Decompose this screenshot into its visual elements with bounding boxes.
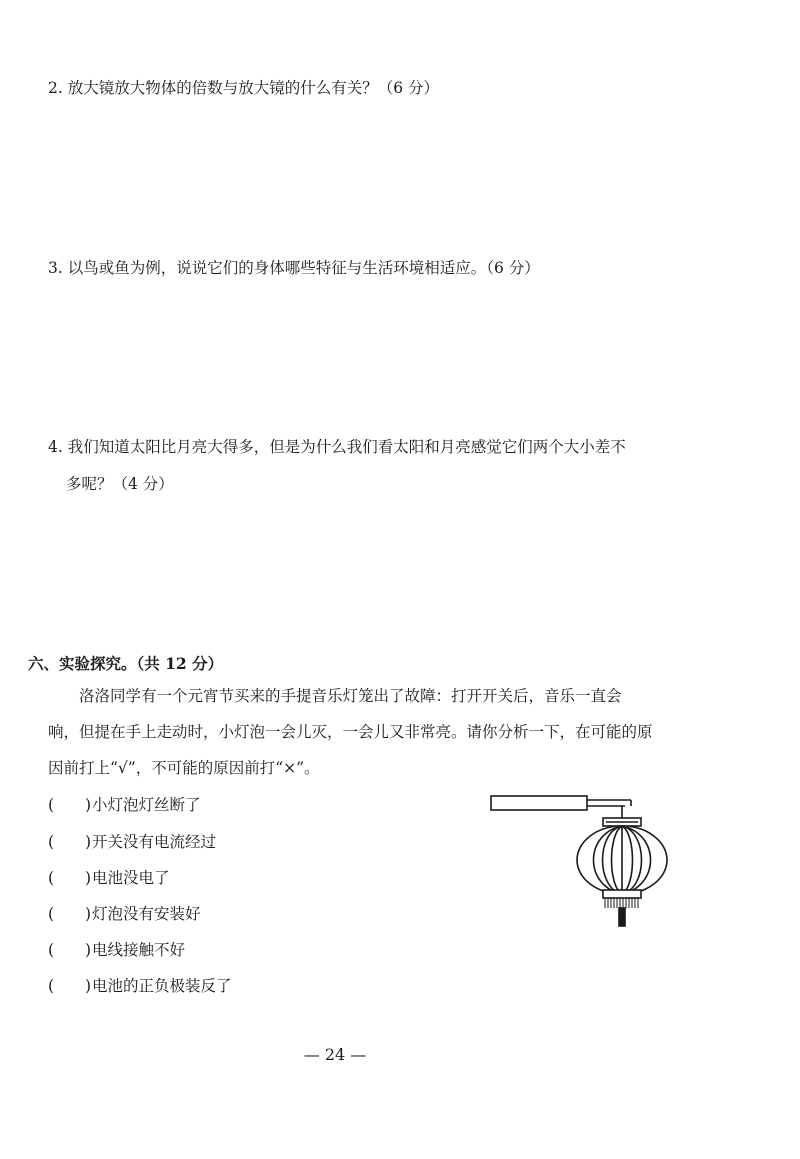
answer-blank[interactable]: ( ) [48,869,92,887]
section-6-paragraph [48,678,653,786]
paragraph-line-1: 洛洛同学有一个元宵节买来的手提音乐灯笼出了故障：打开开关后，音乐一直会 [79,687,622,705]
answer-blank[interactable]: ( ) [48,977,92,995]
section-6-heading: 六、实验探究。（共 12 分） [28,654,224,673]
page-number: — 24 — [303,1045,367,1064]
question-2: 2. 放大镜放大物体的倍数与放大镜的什么有关？（6 分） [48,79,440,97]
paragraph-line-2: 响，但提在手上走动时，小灯泡一会儿灭，一会儿又非常亮。请你分析一下，在可能的原 [48,723,653,741]
option-1: ( )小灯泡灯丝断了 [48,793,201,815]
lantern-tassel-end [619,908,625,926]
question-4-line-2: 多呢？（4 分） [66,475,174,493]
option-5: ( )电线接触不好 [48,938,185,960]
option-4: ( )灯泡没有安装好 [48,902,201,924]
answer-blank[interactable]: ( ) [48,833,92,851]
option-6: ( )电池的正负极装反了 [48,974,232,996]
option-2: ( )开关没有电流经过 [48,830,216,852]
question-4-line-1: 4. 我们知道太阳比月亮大得多，但是为什么我们看太阳和月亮感觉它们两个大小差不 [48,438,626,456]
question-3: 3. 以鸟或鱼为例，说说它们的身体哪些特征与生活环境相适应。（6 分） [48,259,540,277]
answer-blank[interactable]: ( ) [48,905,92,923]
lantern-tassel [605,898,638,908]
answer-blank[interactable]: ( ) [48,796,92,814]
option-3: ( )电池没电了 [48,866,170,888]
answer-blank[interactable]: ( ) [48,941,92,959]
lantern-illustration [488,790,678,930]
lantern-handle [491,796,587,810]
paragraph-line-3: 因前打上“√”，不可能的原因前打“×”。 [48,759,320,777]
lantern-bottom-cap [603,890,641,898]
